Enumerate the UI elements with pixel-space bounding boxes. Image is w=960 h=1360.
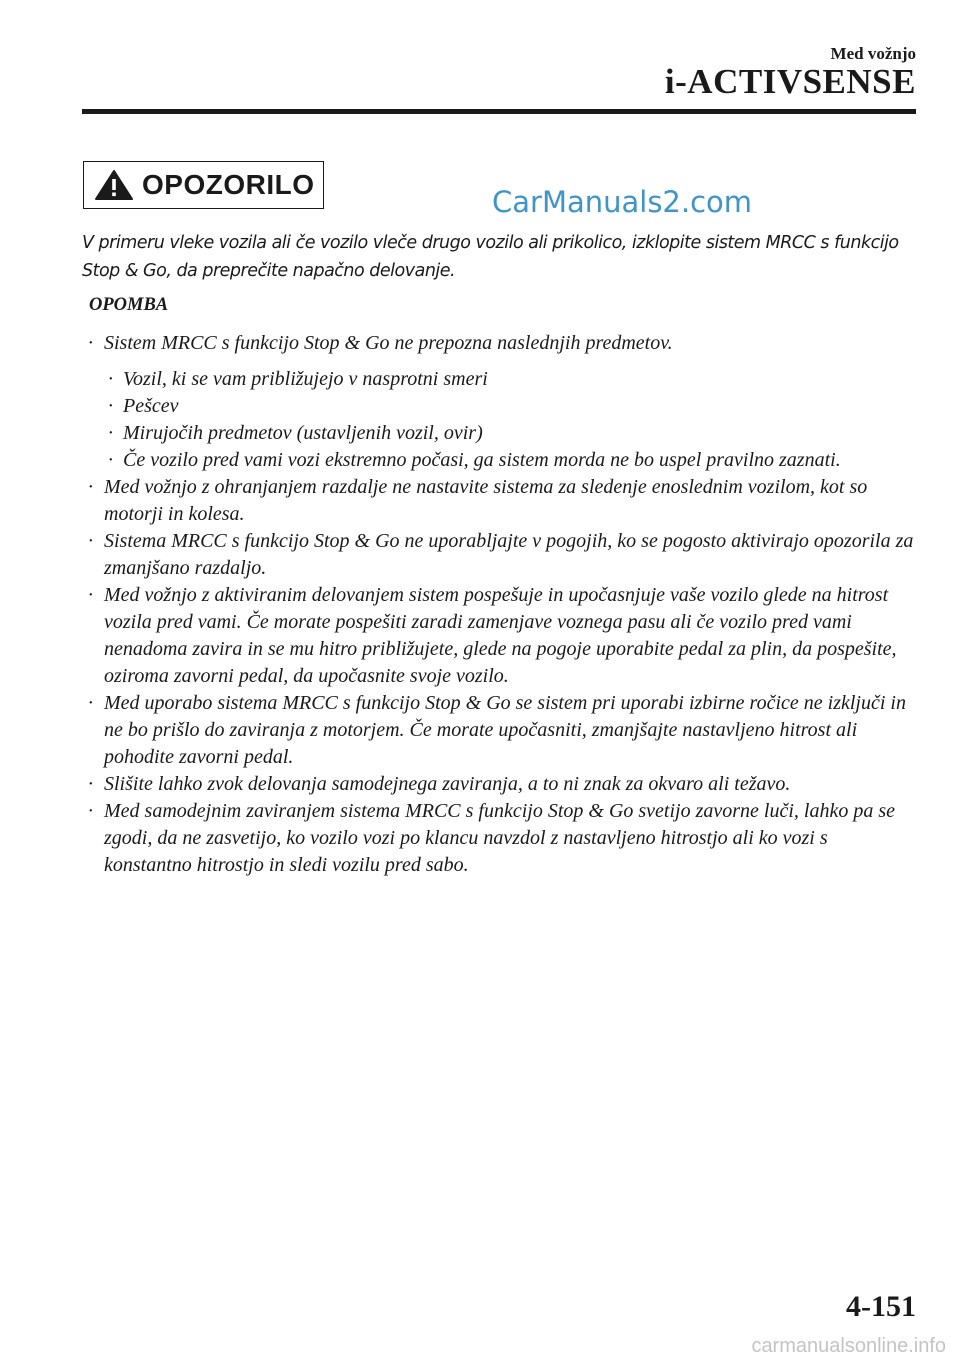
list-item: · Med vožnjo z aktiviranim delovanjem sistem pospešuje in upočasnjuje vaše vozilo glede na hitrost vozila pred vami. Če morate pospešiti zaradi zamenjave voznega pasu ali če vozilo pred vami nenadoma zavira in se mu hitro približujete, glede na pogoje uporabite pedal za plin, da pospešite, oziroma zavorni pedal, da upočasnite svoje vozilo. (80, 582, 920, 690)
list-item: · Med uporabo sistema MRCC s funkcijo Stop & Go se sistem pri uporabi izbirne ročice ne izključi in ne bo prišlo do zaviranja z motorjem. Če morate upočasniti, zmanjšajte nastavljeno hitrost ali pohodite zavorni pedal. (80, 690, 920, 771)
sub-list-item: · Če vozilo pred vami vozi ekstremno počasi, ga sistem morda ne bo uspel pravilno zaznati. (80, 447, 920, 474)
section-title: Med vožnjo (830, 44, 916, 63)
warning-triangle-icon (94, 169, 134, 201)
chapter-title: i-ACTIVSENSE (664, 62, 916, 101)
list-item: · Sistem MRCC s funkcijo Stop & Go ne prepozna naslednjih predmetov. (80, 330, 920, 357)
page-number: 4-151 (846, 1290, 916, 1323)
list-item: · Med samodejnim zaviranjem sistema MRCC s funkcijo Stop & Go svetijo zavorne luči, lahko pa se zgodi, da ne zasvetijo, ko vozilo vozi po klancu navzdol z nastavljeno hitrostjo ali ko vozi s konstantno hitrostjo in sledi vozilu pred sabo. (80, 798, 920, 879)
footer-logo: carmanualsonline.info (751, 1335, 946, 1357)
list-item: · Slišite lahko zvok delovanja samodejnega zaviranja, a to ni znak za okvaro ali težavo. (80, 771, 920, 798)
sub-list-item: · Pešcev (80, 393, 920, 420)
watermark: CarManuals2.com (492, 185, 753, 219)
note-title: OPOMBA (89, 295, 169, 315)
header-rule (82, 109, 916, 114)
warning-label: OPOZORILO (142, 169, 315, 200)
sub-list-item: · Mirujočih predmetov (ustavljenih vozil, ovir) (80, 420, 920, 447)
warning-box (83, 161, 324, 209)
list-item: · Sistema MRCC s funkcijo Stop & Go ne uporabljajte v pogojih, ko se pogosto aktivirajo opozorila za zmanjšano razdaljo. (80, 528, 920, 582)
note-list (80, 330, 920, 879)
list-item: · Med vožnjo z ohranjanjem razdalje ne nastavite sistema za sledenje enoslednim vozilom, kot so motorji in kolesa. (80, 474, 920, 528)
warning-text: V primeru vleke vozila ali če vozilo vleče drugo vozilo ali prikolico, izklopite sistem MRCC s funkcijo Stop & Go, da preprečite napačno delovanje. (82, 233, 899, 281)
sub-list-item: · Vozil, ki se vam približujejo v nasprotni smeri (80, 366, 920, 393)
